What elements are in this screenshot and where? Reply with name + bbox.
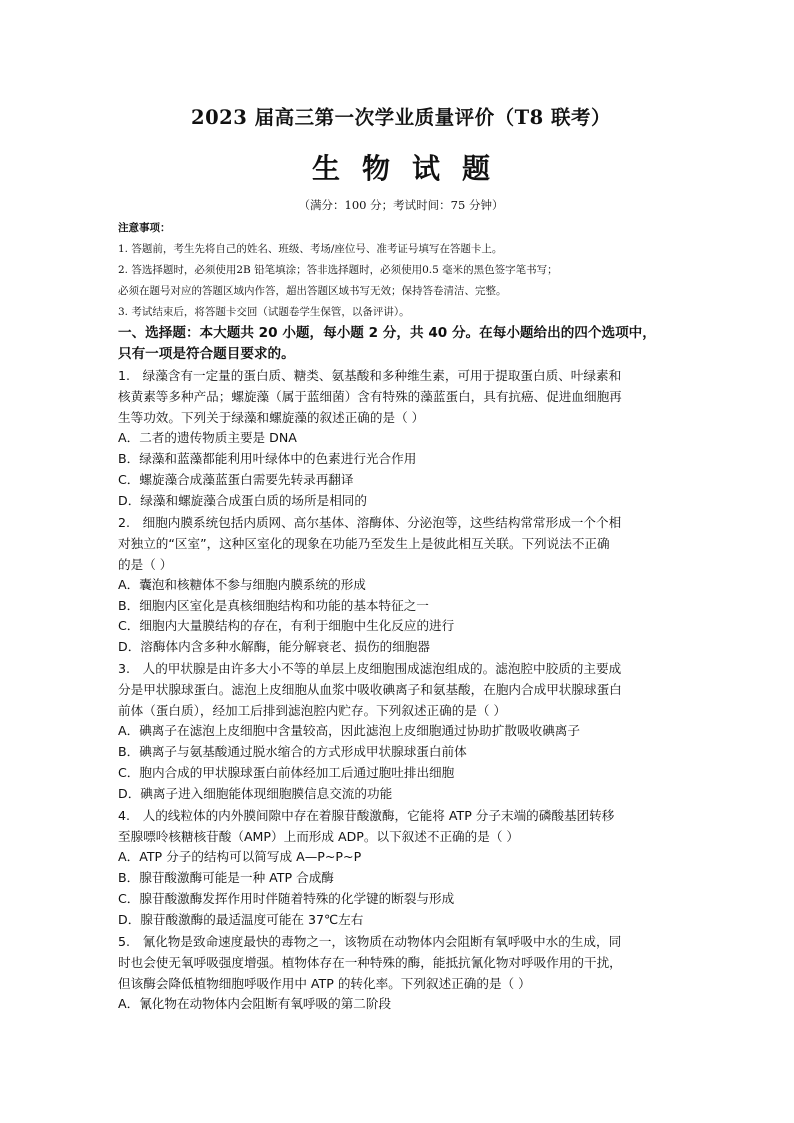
option-a: A．氰化物在动物体内会阻断有氧呼吸的第二阶段: [118, 995, 392, 1011]
question-stem-line: 对独立的“区室”，这种区室化的现象在功能乃至发生上是彼此相互关联。下列说法不正确: [118, 535, 610, 551]
notice-line: 2. 答选择题时，必须使用2B 铅笔填涂；答非选择题时，必须使用0.5 毫米的黑色签字笔书写；: [118, 264, 558, 276]
notice-line: 3. 考试结束后，将答题卡交回（试题卷学生保管，以备评讲）。: [118, 306, 410, 318]
section-heading-line: 只有一项是符合题目要求的。: [118, 346, 295, 362]
section-heading-line: 一、选择题：本大题共 20 小题，每小题 2 分，共 40 分。在每小题给出的四个选项中，: [118, 325, 656, 341]
option-b: B．细胞内区室化是真核细胞结构和功能的基本特征之一: [118, 597, 429, 613]
exam-page: [118, 100, 684, 1014]
option-b: B．碘离子与氨基酸通过脱水缩合的方式形成甲状腺球蛋白前体: [118, 744, 467, 760]
option-b: B．绿藻和蓝藻都能利用叶绿体中的色素进行光合作用: [118, 450, 417, 466]
question-stem-line: 核黄素等多种产品；螺旋藻（属于蓝细菌）含有特殊的藻蓝蛋白，具有抗癌、促进血细胞再: [118, 389, 622, 404]
question-stem-line: 前体（蛋白质），经加工后排到滤泡腔内贮存。下列叙述正确的是（ ）: [118, 703, 507, 719]
question-stem-line: 1. 绿藻含有一定量的蛋白质、糖类、氨基酸和多种维生素，可用于提取蛋白质、叶绿素和: [118, 368, 622, 383]
notice-heading: 注意事项：: [118, 222, 171, 234]
option-d: D．腺苷酸激酶的最适温度可能在 37℃左右: [118, 911, 364, 927]
question-2: [118, 512, 684, 659]
option-c: C．腺苷酸激酶发挥作用时伴随着特殊的化学键的断裂与形成: [118, 890, 455, 906]
option-a: A．ATP 分子的结构可以简写成 A—P~P~P: [118, 848, 362, 864]
question-4: [118, 805, 684, 931]
question-1: [118, 365, 684, 512]
exam-title: 2023 届高三第一次学业质量评价（T8 联考）: [191, 106, 611, 129]
option-a: A．囊泡和核糖体不参与细胞内膜系统的形成: [118, 576, 366, 592]
question-3: [118, 658, 684, 805]
section-heading: [118, 323, 684, 365]
option-d: D．碘离子进入细胞能体现细胞膜信息交流的功能: [118, 785, 393, 801]
subject-title: 生物试题: [311, 152, 512, 185]
option-d: D．溶酶体内含多种水解酶，能分解衰老、损伤的细胞器: [118, 639, 430, 655]
option-c: C．细胞内大量膜结构的存在，有利于细胞中生化反应的进行: [118, 618, 455, 634]
question-stem-line: 至腺嘌呤核糖核苷酸（AMP）上而形成 ADP。以下叙述不正确的是（ ）: [118, 828, 520, 844]
option-a: A．碘离子在滤泡上皮细胞中含量较高，因此滤泡上皮细胞通过协助扩散吸收碘离子: [118, 723, 580, 739]
question-stem-line: 的是（ ）: [118, 556, 173, 572]
notice-block: [118, 218, 684, 323]
question-stem-line: 2. 细胞内膜系统包括内质网、高尔基体、溶酶体、分泌泡等，这些结构常常形成一个个相: [118, 514, 622, 530]
question-stem-line: 分是甲状腺球蛋白。滤泡上皮细胞从血浆中吸收碘离子和氨基酸，在胞内合成甲状腺球蛋白: [118, 682, 622, 698]
question-stem-line: 5. 氰化物是致命速度最快的毒物之一，该物质在动物体内会阻断有氧呼吸中水的生成，同: [118, 933, 622, 949]
question-stem-line: 时也会使无氧呼吸强度增强。植物体存在一种特殊的酶，能抵抗氰化物对呼吸作用的干扰，: [118, 954, 622, 970]
option-d: D．绿藻和螺旋藻合成蛋白质的场所是相同的: [118, 492, 367, 508]
option-c: C．胞内合成的甲状腺球蛋白前体经加工后通过胞吐排出细胞: [118, 765, 455, 781]
question-5: [118, 931, 684, 1015]
question-stem-line: 3. 人的甲状腺是由许多大小不等的单层上皮细胞围成滤泡组成的。滤泡腔中胶质的主要成: [118, 661, 622, 677]
question-stem-line: 但该酶会降低植物细胞呼吸作用中 ATP 的转化率。下列叙述正确的是（ ）: [118, 975, 531, 991]
option-a: A．二者的遗传物质主要是 DNA: [118, 430, 297, 445]
question-stem-line: 生等功效。下列关于绿藻和螺旋藻的叙述正确的是（ ）: [118, 410, 425, 425]
question-stem-line: 4. 人的线粒体的内外膜间隙中存在着腺苷酸激酶，它能将 ATP 分子末端的磷酸基团转移: [118, 807, 615, 823]
option-c: C．螺旋藻合成藻蓝蛋白需要先转录再翻译: [118, 471, 354, 487]
exam-meta: （满分：100 分；考试时间：75 分钟）: [298, 198, 504, 212]
notice-line: 必须在题号对应的答题区域内作答，超出答题区域书写无效；保持答卷清洁、完整。: [118, 285, 507, 297]
option-b: B．腺苷酸激酶可能是一种 ATP 合成酶: [118, 869, 334, 885]
notice-line: 1. 答题前，考生先将自己的姓名、班级、考场/座位号、准考证号填写在答题卡上。: [118, 243, 503, 255]
